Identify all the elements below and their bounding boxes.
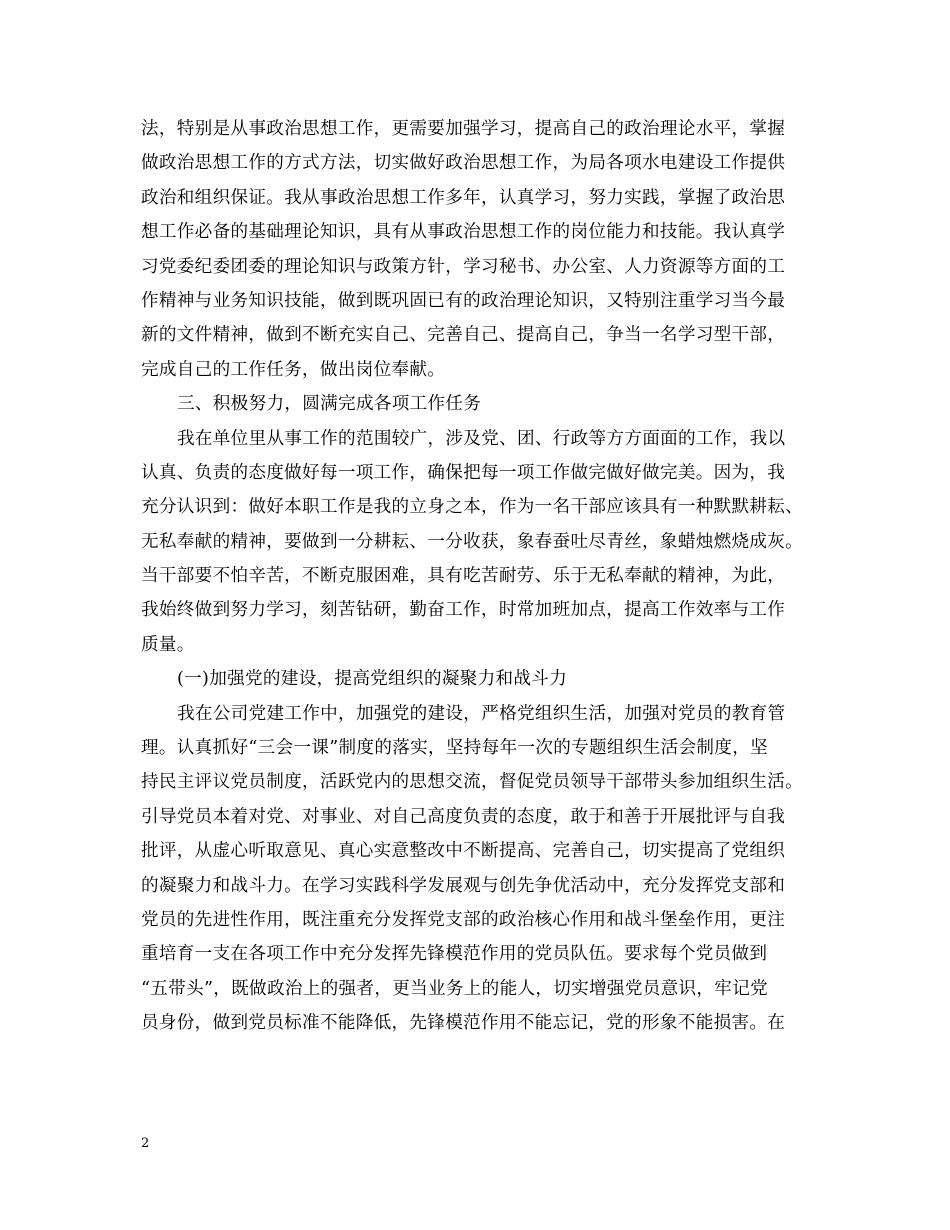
body-line: 批评，从虚心听取意见、真心实意整改中不断提高、完善自己，切实提高了党组织	[141, 841, 786, 862]
body-line: 新的文件精神，做到不断充实自己、完善自己、提高自己，争当一名学习型干部，	[141, 325, 786, 346]
body-line: 党员的先进性作用，既注重充分发挥党支部的政治核心作用和战斗堡垒作用，更注	[141, 909, 786, 930]
subsection-heading: (一)加强党的建设，提高党组织的凝聚力和战斗力	[177, 669, 568, 690]
section-heading: 三、积极努力，圆满完成各项工作任务	[177, 394, 482, 415]
body-line: 作精神与业务知识技能，做到既巩固已有的政治理论知识，又特别注重学习当今最	[141, 290, 786, 311]
body-line: 理。认真抓好“三会一课”制度的落实，坚持每年一次的专题组织生活会制度，坚	[141, 738, 768, 759]
body-line: 的凝聚力和战斗力。在学习实践科学发展观与创先争优活动中，充分发挥党支部和	[141, 875, 786, 896]
body-line: “五带头”，既做政治上的强者，更当业务上的能人，切实增强党员意识，牢记党	[141, 978, 768, 999]
paragraph-first-line: 我在单位里从事工作的范围较广，涉及党、团、行政等方方面面的工作，我以	[177, 428, 786, 449]
body-line: 认真、负责的态度做好每一项工作，确保把每一项工作做完做好做完美。因为，我	[141, 462, 786, 483]
body-line: 引导党员本着对党、对事业、对自己高度负责的态度，敢于和善于开展批评与自我	[141, 806, 786, 827]
body-line: 政治和组织保证。我从事政治思想工作多年，认真学习，努力实践，掌握了政治思	[141, 187, 786, 208]
body-line: 无私奉献的精神，要做到一分耕耘、一分收获，象春蚕吐尽青丝，象蜡烛燃烧成灰。	[141, 531, 804, 552]
page-number: 2	[141, 1136, 150, 1151]
body-line: 当干部要不怕辛苦，不断克服困难，具有吃苦耐劳、乐于无私奉献的精神，为此，	[141, 566, 786, 587]
body-line: 员身份，做到党员标准不能降低，先锋模范作用不能忘记，党的形象不能损害。在	[141, 1013, 786, 1034]
body-line: 持民主评议党员制度，活跃党内的思想交流，督促党员领导干部带头参加组织生活。	[141, 772, 804, 793]
body-line: 想工作必备的基础理论知识，具有从事政治思想工作的岗位能力和技能。我认真学	[141, 222, 786, 243]
paragraph-first-line: 我在公司党建工作中，加强党的建设，严格党组织生活，加强对党员的教育管	[177, 703, 786, 724]
body-line: 质量。	[141, 634, 195, 655]
document-body	[141, 112, 841, 1041]
body-line: 习党委纪委团委的理论知识与政策方针，学习秘书、办公室、人力资源等方面的工	[141, 256, 786, 277]
body-line: 做政治思想工作的方式方法，切实做好政治思想工作，为局各项水电建设工作提供	[141, 153, 786, 174]
body-line: 重培育一支在各项工作中充分发挥先锋模范作用的党员队伍。要求每个党员做到	[141, 944, 768, 965]
body-line: 充分认识到：做好本职工作是我的立身之本，作为一名干部应该具有一种默默耕耘、	[141, 497, 804, 518]
body-line: 法，特别是从事政治思想工作，更需要加强学习，提高自己的政治理论水平，掌握	[141, 119, 786, 139]
body-line: 我始终做到努力学习，刻苦钻研，勤奋工作，时常加班加点，提高工作效率与工作	[141, 600, 786, 621]
body-line: 完成自己的工作任务，做出岗位奉献。	[141, 359, 446, 380]
